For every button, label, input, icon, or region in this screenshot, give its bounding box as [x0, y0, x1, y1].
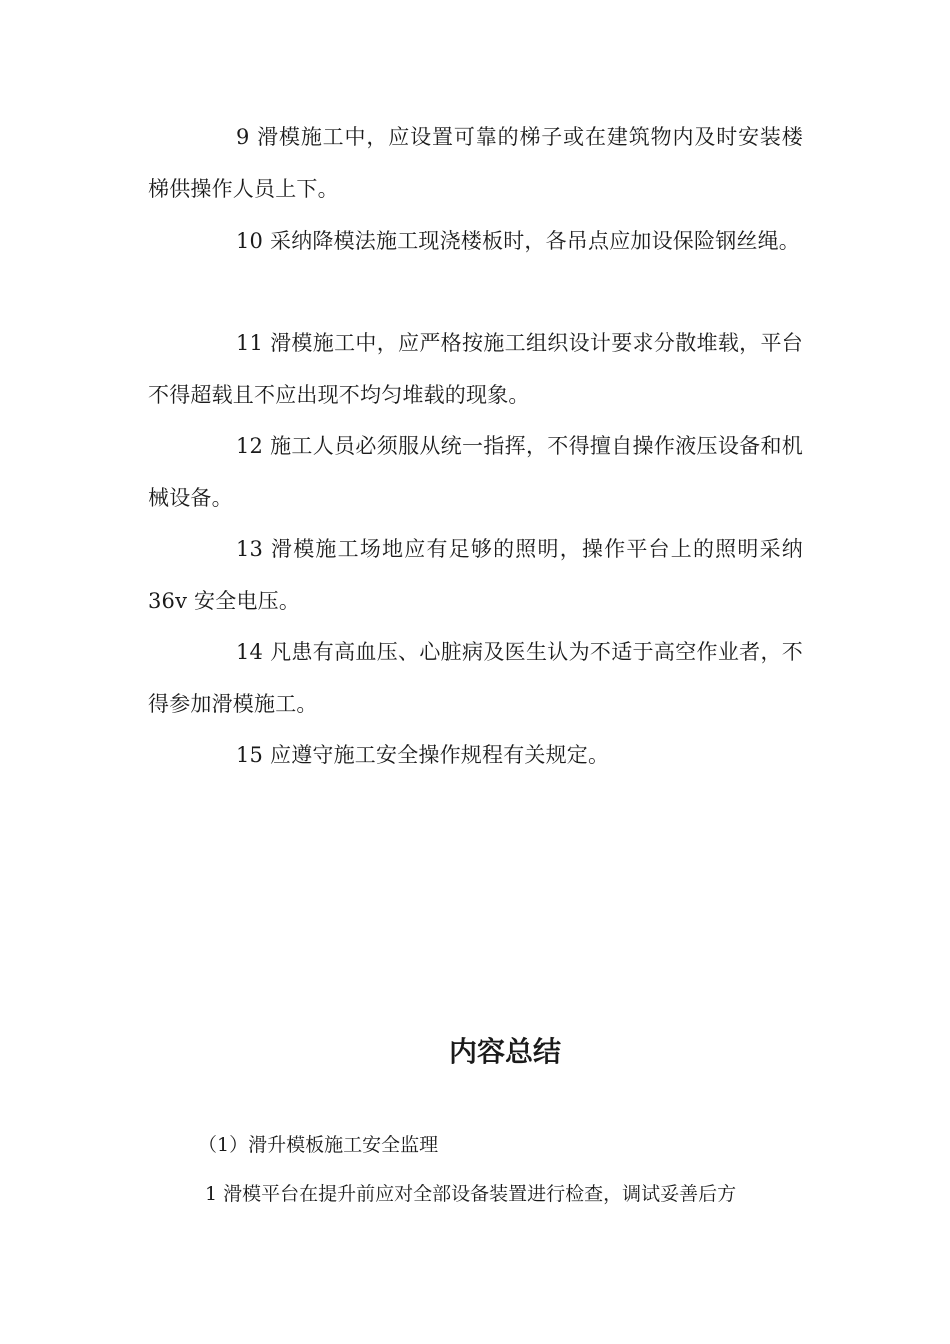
paragraph-item-12: 12 施工人员必须服从统一指挥，不得擅自操作液压设备和机械设备。 [148, 434, 803, 510]
summary-first-line: 1 滑模平台在提升前应对全部设备装置进行检查，调试妥善后方 [205, 1183, 737, 1205]
summary-heading: （1）滑升模板施工安全监理 [198, 1134, 439, 1156]
paragraph-item-11: 11 滑模施工中，应严格按施工组织设计要求分散堆载，平台不得超载且不应出现不均匀堆载的现象。 [148, 331, 803, 407]
paragraph-item-9: 9 滑模施工中，应设置可靠的梯子或在建筑物内及时安装楼梯供操作人员上下。 [148, 125, 803, 201]
paragraph-item-15: 15 应遵守施工安全操作规程有关规定。 [236, 743, 610, 767]
paragraph-item-13: 13 滑模施工场地应有足够的照明，操作平台上的照明采纳36v 安全电压。 [148, 537, 803, 613]
summary-title: 内容总结 [448, 1035, 561, 1068]
paragraph-item-10: 10 采纳降模法施工现浇楼板时，各吊点应加设保险钢丝绳。 [236, 229, 800, 253]
paragraph-item-14: 14 凡患有高血压、心脏病及医生认为不适于高空作业者，不得参加滑模施工。 [148, 640, 803, 716]
